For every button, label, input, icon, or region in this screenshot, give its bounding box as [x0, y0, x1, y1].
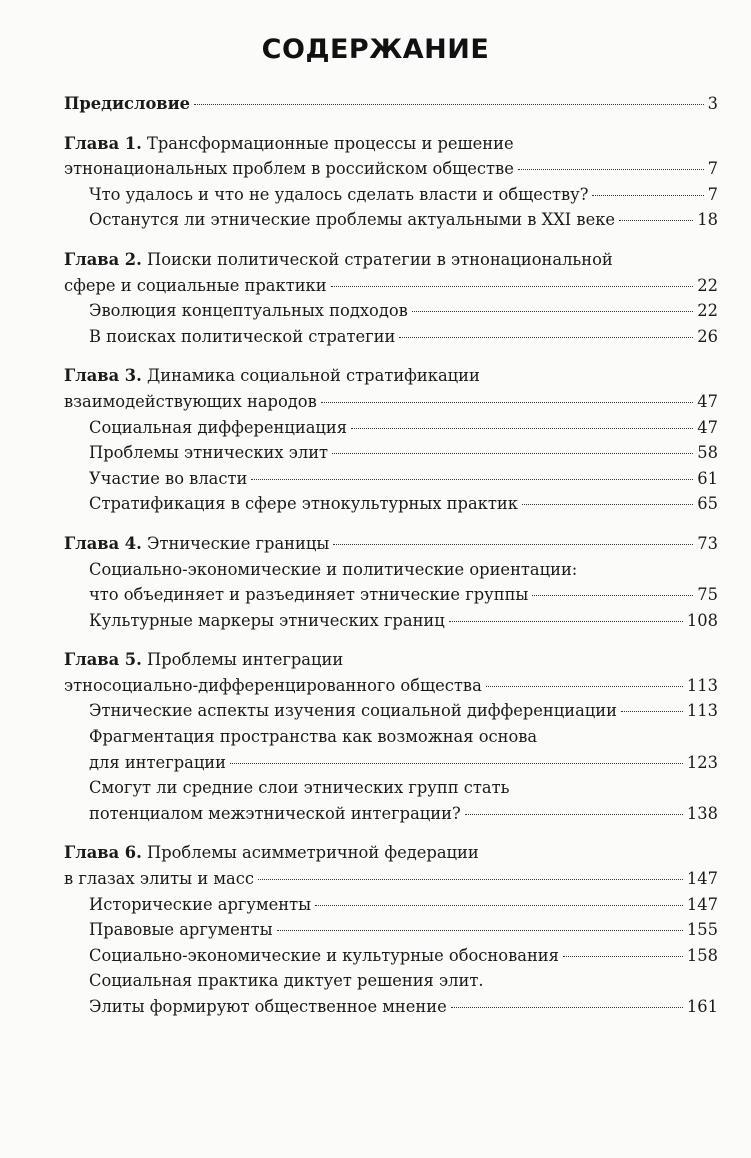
page-number: 147	[686, 869, 718, 889]
page-number: 18	[697, 210, 718, 230]
toc-line-text	[89, 298, 408, 324]
toc-subentry	[64, 415, 718, 441]
toc-section	[64, 840, 718, 1019]
chapter-label: Предисловие	[64, 94, 191, 113]
page-number: 7	[707, 159, 718, 179]
toc-section	[64, 363, 718, 517]
toc-line	[64, 131, 718, 157]
toc-line	[64, 943, 718, 969]
toc-line	[64, 156, 718, 182]
toc-line-text	[89, 801, 461, 827]
dot-leader	[592, 194, 703, 196]
toc-subentry	[64, 724, 718, 775]
page-number: 73	[697, 533, 718, 553]
toc-subentry	[64, 943, 718, 969]
toc-text: Социальная практика диктует решения элит.	[89, 971, 484, 991]
toc-line	[64, 324, 718, 350]
toc-subentry	[64, 298, 718, 324]
page-number: 108	[686, 610, 718, 630]
toc-line-text	[89, 491, 518, 517]
page-title: СОДЕРЖАНИЕ	[261, 34, 490, 65]
chapter-label: Глава 1.	[64, 133, 142, 153]
toc-text: этнонациональных проблем в российском обществе	[64, 159, 514, 179]
toc-line-text	[89, 466, 247, 492]
toc-line	[64, 389, 718, 415]
toc-line-text	[89, 968, 484, 994]
toc-line-text	[64, 840, 479, 866]
toc-line	[64, 557, 718, 583]
toc-line-text	[89, 557, 577, 583]
toc-text: Правовые аргументы	[89, 920, 273, 940]
page-number: 47	[697, 417, 718, 437]
toc-subentry	[64, 917, 718, 943]
page-number: 22	[697, 275, 718, 295]
toc-subentry	[64, 182, 718, 208]
toc-line	[64, 531, 718, 557]
toc-line	[64, 298, 718, 324]
toc-line-text	[64, 389, 317, 415]
toc-line-text	[89, 182, 588, 208]
dot-leader	[621, 710, 683, 712]
toc-text: Динамика социальной стратификации	[147, 366, 480, 386]
page-number: 123	[686, 752, 718, 772]
dot-leader	[331, 285, 694, 287]
dot-leader	[351, 427, 693, 429]
toc-subentry	[64, 466, 718, 492]
page-number: 155	[686, 920, 718, 940]
toc-subentry	[64, 440, 718, 466]
chapter-label: Глава 2.	[64, 249, 142, 269]
toc-subentry	[64, 968, 718, 1019]
toc-subentry	[64, 892, 718, 918]
toc-text: сфере и социальные практики	[64, 275, 327, 295]
toc-text: Проблемы этнических элит	[89, 443, 329, 463]
toc-line	[64, 801, 718, 827]
toc-text: Культурные маркеры этнических границ	[89, 610, 445, 630]
toc-text: Эволюция концептуальных подходов	[89, 301, 408, 321]
toc-subentry	[64, 207, 718, 233]
toc-line	[64, 182, 718, 208]
toc-text: Социальная дифференциация	[89, 417, 348, 437]
toc-text: Стратификация в сфере этнокультурных практик	[89, 494, 518, 514]
toc-line-text	[89, 415, 347, 441]
toc-line	[64, 892, 718, 918]
toc-section	[64, 647, 718, 826]
toc-line-text	[64, 673, 482, 699]
toc-line	[64, 866, 718, 892]
toc-text: для интеграции	[89, 752, 226, 772]
toc-text: Поиски политической стратегии в этнонациональной	[147, 249, 613, 269]
dot-leader	[486, 685, 683, 687]
dot-leader	[258, 878, 683, 880]
toc-line	[64, 91, 718, 117]
toc-line	[64, 994, 718, 1020]
toc-line	[64, 840, 718, 866]
toc-text: Социально-экономические и политические ориентации:	[89, 559, 578, 579]
dot-leader	[230, 762, 683, 764]
toc-line-text	[89, 943, 559, 969]
toc-line-text	[64, 866, 254, 892]
toc-text: Смогут ли средние слои этнических групп стать	[89, 778, 510, 798]
toc-line-text	[89, 440, 328, 466]
toc-section	[64, 531, 718, 633]
page-number: 22	[697, 301, 718, 321]
toc-text: Социально-экономические и культурные обоснования	[89, 945, 559, 965]
page-number: 158	[686, 945, 718, 965]
dot-leader	[449, 620, 683, 622]
toc-line	[64, 273, 718, 299]
page-number: 47	[697, 391, 718, 411]
toc-text: Фрагментация пространства как возможная основа	[89, 727, 538, 747]
toc-line-text	[64, 531, 329, 557]
dot-leader	[321, 401, 694, 403]
toc-section	[64, 131, 718, 233]
dot-leader	[451, 1006, 683, 1008]
dot-leader	[518, 168, 704, 170]
toc-line	[64, 582, 718, 608]
toc-line-text	[89, 892, 311, 918]
toc-subentry	[64, 324, 718, 350]
toc-text: Этнические аспекты изучения социальной дифференциации	[89, 701, 617, 721]
toc-text: Трансформационные процессы и решение	[147, 133, 514, 153]
toc-line-text	[64, 131, 514, 157]
toc-line	[64, 917, 718, 943]
toc-subentry	[64, 775, 718, 826]
toc-text: потенциалом межэтнической интеграции?	[89, 803, 461, 823]
toc-line-text	[89, 324, 395, 350]
toc-line	[64, 363, 718, 389]
toc-subentry	[64, 557, 718, 608]
toc-line-text	[64, 247, 613, 273]
toc-line	[64, 968, 718, 994]
toc-line	[64, 673, 718, 699]
toc-line	[64, 698, 718, 724]
dot-leader	[619, 219, 693, 221]
toc-line	[64, 207, 718, 233]
toc-text: В поисках политической стратегии	[89, 326, 396, 346]
toc-line-text	[64, 91, 190, 117]
dot-leader	[563, 955, 683, 957]
toc-line	[64, 491, 718, 517]
page-number: 75	[697, 585, 718, 605]
toc-line	[64, 415, 718, 441]
toc-line-text	[89, 994, 447, 1020]
toc-line	[64, 608, 718, 634]
toc-line-text	[64, 273, 327, 299]
dot-leader	[399, 336, 693, 338]
toc-line-text	[89, 724, 537, 750]
toc-line-text	[89, 608, 445, 634]
toc-text: Участие во власти	[89, 468, 248, 488]
toc-text: взаимодействующих народов	[64, 391, 317, 411]
toc-text: Останутся ли этнические проблемы актуальными в XXI веке	[89, 210, 616, 230]
toc-line-text	[89, 582, 528, 608]
toc-text: что объединяет и разъединяет этнические группы	[89, 585, 529, 605]
dot-leader	[532, 594, 693, 596]
toc-section	[64, 247, 718, 349]
page-number: 58	[697, 443, 718, 463]
dot-leader	[522, 503, 693, 505]
dot-leader	[412, 310, 693, 312]
toc-text: Исторические аргументы	[89, 894, 312, 914]
dot-leader	[277, 929, 683, 931]
page-number: 113	[686, 701, 718, 721]
chapter-label: Глава 6.	[64, 843, 142, 863]
page-number: 26	[697, 326, 718, 346]
toc-line	[64, 647, 718, 673]
dot-leader	[333, 543, 693, 545]
toc-text: Этнические границы	[147, 533, 330, 553]
toc-line	[64, 247, 718, 273]
toc-section	[64, 91, 718, 117]
toc-text: этносоциально-дифференцированного общества	[64, 675, 482, 695]
toc-subentry	[64, 491, 718, 517]
toc-text: Проблемы интеграции	[147, 650, 344, 670]
toc-line	[64, 724, 718, 750]
page-number: 3	[707, 94, 718, 113]
toc-text: Элиты формируют общественное мнение	[89, 997, 447, 1016]
toc-line-text	[64, 156, 514, 182]
page-number: 61	[697, 468, 718, 488]
toc-subentry	[64, 698, 718, 724]
toc-line-text	[89, 207, 615, 233]
dot-leader	[251, 478, 693, 480]
toc-line	[64, 440, 718, 466]
toc-text: Проблемы асимметричной федерации	[147, 843, 479, 863]
toc-line-text	[89, 750, 226, 776]
dot-leader	[332, 452, 693, 454]
toc-text: Что удалось и что не удалось сделать власти и обществу?	[89, 184, 589, 204]
page-number: 161	[686, 997, 718, 1016]
dot-leader	[315, 904, 683, 906]
toc-text: в глазах элиты и масс	[64, 869, 254, 889]
toc-line-text	[64, 363, 480, 389]
toc-line	[64, 750, 718, 776]
chapter-label: Глава 4.	[64, 533, 142, 553]
toc-line	[64, 775, 718, 801]
toc-line	[64, 466, 718, 492]
toc-subentry	[64, 608, 718, 634]
toc-line-text	[89, 775, 509, 801]
toc-line-text	[89, 698, 617, 724]
page-number: 113	[686, 675, 718, 695]
page-number: 138	[686, 803, 718, 823]
page-number: 65	[697, 494, 718, 514]
chapter-label: Глава 3.	[64, 366, 142, 386]
dot-leader	[194, 103, 704, 105]
toc-line-text	[64, 647, 343, 673]
table-of-contents	[64, 91, 718, 1034]
chapter-label: Глава 5.	[64, 650, 142, 670]
toc-line-text	[89, 917, 273, 943]
page-number: 7	[707, 184, 718, 204]
page-number: 147	[686, 894, 718, 914]
dot-leader	[465, 813, 683, 815]
